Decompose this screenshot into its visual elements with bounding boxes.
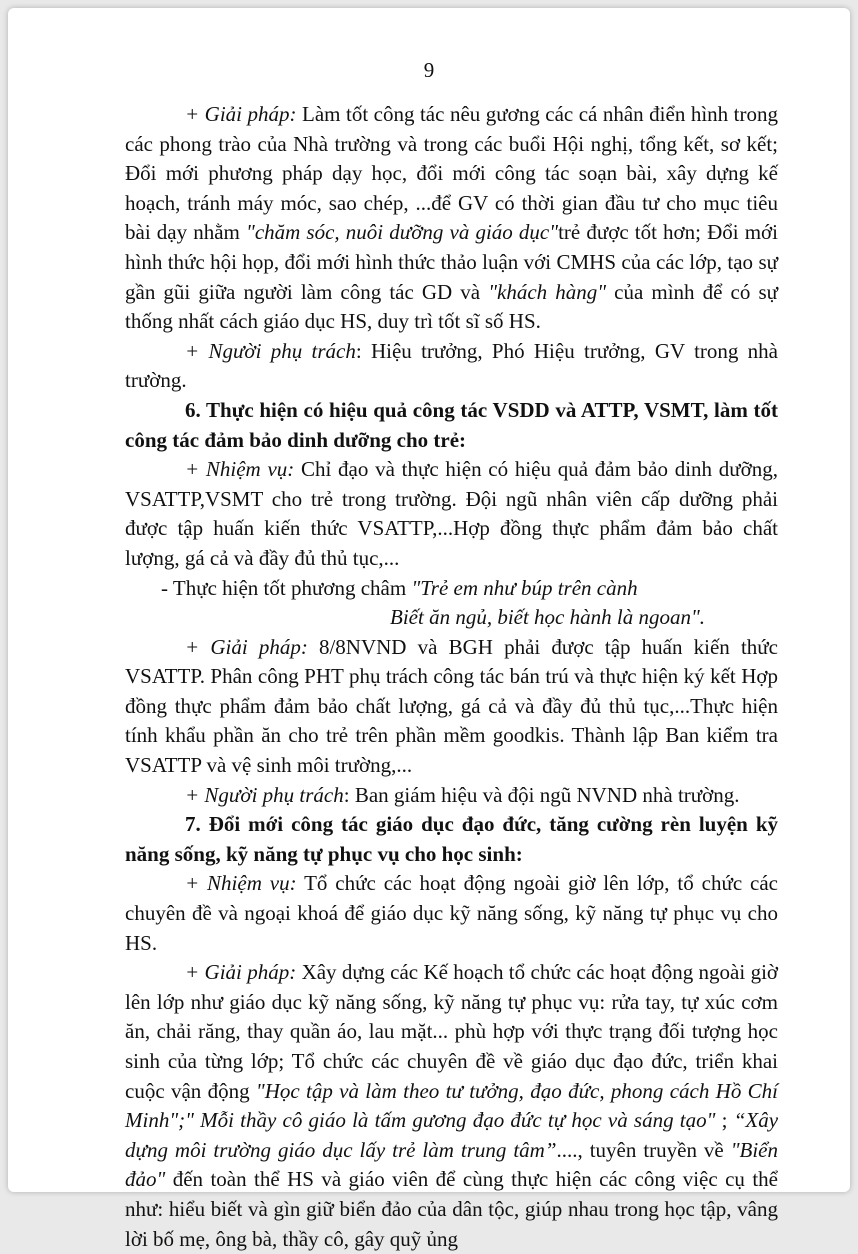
italic-quote: "khách hàng" <box>488 279 607 304</box>
label-solution: + Giải pháp: <box>185 102 297 126</box>
label-solution: + Giải pháp: <box>185 960 297 985</box>
text-run: Chỉ đạo và thực hiện có hiệu quả đảm bảo dinh dưỡng, VSATTP,VSMT cho trẻ trong trường. Đội ngũ nhân viên cấp dưỡng phải được tập huấn kiến thức VSATTP,...Hợp đồng thực phẩm đảm bảo chất lượng, gá cả và đầy đủ thủ tục,... <box>125 457 778 570</box>
italic-quote: “Xây dựng môi trường giáo dục lấy trẻ làm trung tâm” <box>125 1108 779 1162</box>
text-run: ; <box>715 1108 734 1133</box>
paragraph-task-7 <box>125 869 778 958</box>
paragraph-task-6 <box>125 455 778 573</box>
label-responsible: + Người phụ trách <box>185 782 344 807</box>
document-body <box>125 100 778 1254</box>
section-heading-7: 7. Đổi mới công tác giáo dục đạo đức, tăng cường rèn luyện kỹ năng sống, kỹ năng tự phục vụ cho học sinh: <box>125 812 778 866</box>
text-run: : Hiệu trưởng, Phó Hiệu trưởng, GV trong nhà trường. <box>125 338 778 393</box>
italic-quote: "Trẻ em như búp trên cành <box>411 575 638 600</box>
text-run: của mình để có sự thống nhất cách giáo dục HS, duy trì tốt sĩ số HS. <box>125 279 779 334</box>
text-run: - Thực hiện tốt phương châm <box>161 575 412 600</box>
text-run: Xây dựng các Kế hoạch tổ chức các hoạt động ngoài giờ lên lớp như giáo dục kỹ năng sống, kỹ năng tự phục vụ: rửa tay, tự xúc cơm ăn, chải răng, thay quần áo, lau mặt... phù hợp với thực trạng đối tượng học sinh của từng lớp; Tổ chức các chuyên đề về giáo dục đạo đức, triển khai cuộc vận động <box>125 960 779 1103</box>
text-run: ...., tuyên truyền về <box>556 1137 731 1162</box>
motto-line-2: Biết ăn ngủ, biết học hành là ngoan". <box>390 605 706 630</box>
text-run: đến toàn thể HS và giáo viên để cùng thực hiện các công việc cụ thể như: hiểu biết và gìn giữ biển đảo của dân tộc, giúp nhau trong học tập, vâng lời bố mẹ, ông bà, thầy cô, gây quỹ ủng <box>125 1167 778 1251</box>
paragraph-solution-7 <box>125 958 778 1254</box>
paragraph-solution-6 <box>125 633 778 781</box>
text-run: Tổ chức các hoạt động ngoài giờ lên lớp, tổ chức các chuyên đề và ngoại khoá để giáo dục kỹ năng sống, kỹ năng tự phục vụ cho HS. <box>125 871 778 955</box>
document-page <box>8 8 850 1251</box>
text-run: 8/8NVND và BGH phải được tập huấn kiến thức VSATTP. Phân công PHT phụ trách công tác bán trú và thực hiện ký kết Hợp đồng thực phẩm đảm bảo chất lượng, gá cả và đầy đủ thủ tục,...Thực hiện tính khẩu phần ăn cho trẻ trên phần mềm goodkis. Thành lập Ban kiểm tra VSATTP và vệ sinh môi trường,... <box>125 634 778 778</box>
paragraph-responsible-1 <box>125 337 778 396</box>
label-responsible: + Người phụ trách <box>185 338 356 363</box>
text-run: Làm tốt công tác nêu gương các cá nhân điển hình trong các phong trào của Nhà trường và trong các buổi Hội nghị, tổng kết, sơ kết; Đổi mới phương pháp dạy học, đổi mới công tác soạn bài, xây dựng kế hoạch, tránh máy móc, sao chép, ...để GV có thời gian đầu tư cho mục tiêu bài dạy nhằm <box>125 102 778 245</box>
text-run: : Ban giám hiệu và đội ngũ NVND nhà trường. <box>343 782 740 807</box>
paragraph-motto <box>125 574 778 604</box>
italic-quote: "Học tập và làm theo tư tưởng, đạo đức, phong cách Hồ Chí Minh";" Mỗi thầy cô giáo là tấm gương đạo đức tự học và sáng tạo" <box>125 1078 778 1133</box>
label-task: + Nhiệm vụ: <box>185 457 295 482</box>
paragraph-solution-1 <box>125 100 778 337</box>
label-task: + Nhiệm vụ: <box>185 871 297 896</box>
page-number: 9 <box>423 58 435 82</box>
label-solution: + Giải pháp: <box>185 634 308 659</box>
paragraph-responsible-6 <box>125 781 778 811</box>
italic-quote: "chăm sóc, nuôi dưỡng và giáo dục" <box>246 220 559 245</box>
text-run: trẻ được tốt hơn; Đổi mới hình thức hội họp, đổi mới hình thức thảo luận với CMHS của các lớp, tạo sự gần gũi giữa người làm công tác GD và <box>125 220 778 304</box>
italic-quote: "Biển đảo" <box>125 1137 779 1192</box>
section-heading-6: 6. Thực hiện có hiệu quả công tác VSDD và ATTP, VSMT, làm tốt công tác đảm bảo dinh dưỡng cho trẻ: <box>125 397 778 452</box>
